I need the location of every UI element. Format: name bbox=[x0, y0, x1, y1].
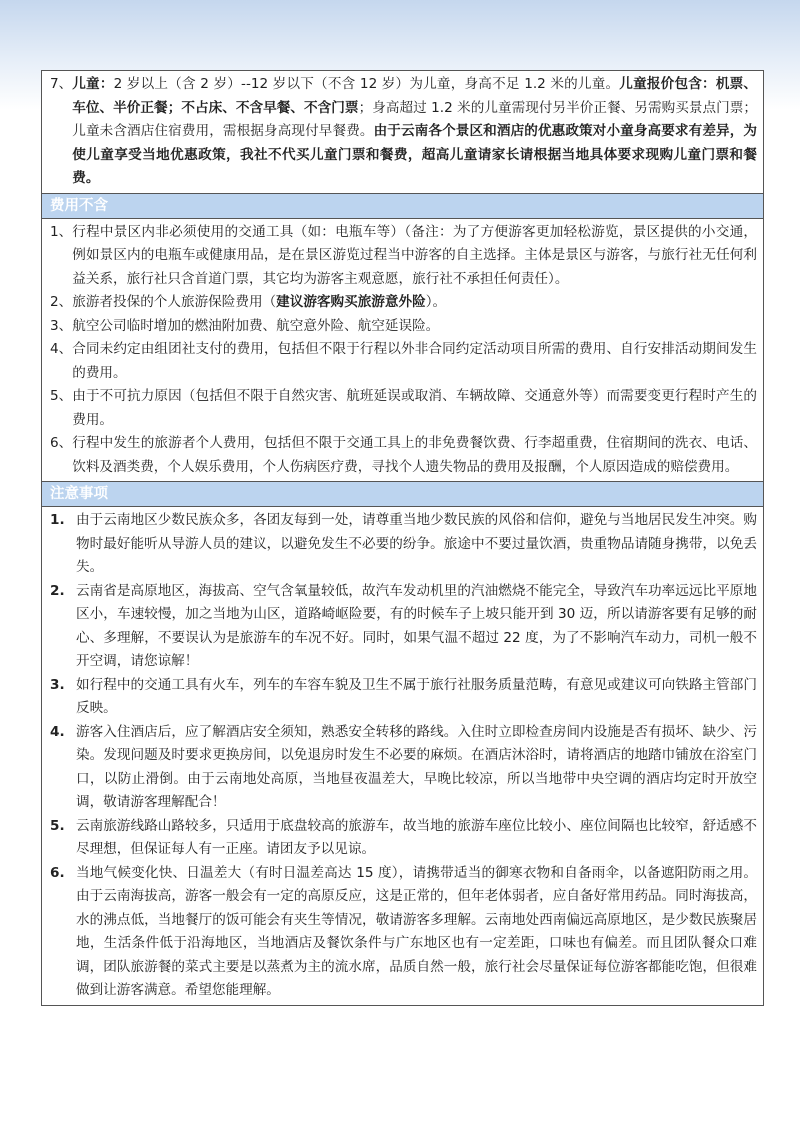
child-policy-item bbox=[50, 73, 757, 191]
child-discount-note: 由于云南各个景区和酒店的优惠政策对小童身高要求有差异，为使儿童享受当地优惠政策，我社不代买儿童门票和餐费，超高儿童请家长请根据当地具体要求现购儿童门票和餐费。 bbox=[72, 123, 758, 186]
list-item bbox=[50, 315, 757, 339]
list-item bbox=[50, 432, 757, 479]
item-text: 游客入住酒店后，应了解酒店安全须知，熟悉安全转移的路线。入住时立即检查房间内设施是否有损坏、缺少、污染。发现问题及时要求更换房间，以免退房时发生不必要的麻烦。在酒店沐浴时，请将酒店的地踏巾铺放在浴室门口，以防止滑倒。由于云南地处高原，当地昼夜温差大，早晚比较凉，所以当地带中央空调的酒店均定时开放空调，敬请游客理解配合！ bbox=[76, 723, 757, 810]
list-item bbox=[50, 385, 757, 432]
child-age-text: 2 岁以上（含 2 岁）--12 岁以下（不含 12 岁）为儿童，身高不足 1.2 米的儿童。 bbox=[113, 76, 620, 92]
item-number: 1. bbox=[50, 512, 65, 528]
item-number: 7、 bbox=[50, 76, 73, 92]
item-text: 当地气候变化快、日温差大（有时日温差高达 15 度），请携带适当的御寒衣物和自备雨伞，以备遮阳防雨之用。由于云南海拔高，游客一般会有一定的高原反应，这是正常的，但年老体弱者，应自备好常用药品。同时海拔高，水的沸点低，当地餐厅的饭可能会有夹生等情况，敬请游客多理解。云南地处西南偏远高原地区，是少数民族聚居地，生活条件低于沿海地区，当地酒店及餐饮条件与广东地区也有一定差距，口味也有偏差。而且团队餐众口难调，团队旅游餐的菜式主要是以蒸煮为主的流水席，品质自然一般，旅行社会尽量保证每位游客都能吃饱，但很难做到让游客满意。希望您能理解。 bbox=[76, 864, 757, 998]
list-item bbox=[50, 221, 757, 292]
item-text: 云南旅游线路山路较多，只适用于底盘较高的旅游车，故当地的旅游车座位比较小、座位间隔也比较窄，舒适感不尽理想，但保证每人有一正座。请团友予以见谅。 bbox=[76, 817, 757, 857]
item-text: 旅游者投保的个人旅游保险费用（ bbox=[72, 294, 277, 310]
list-item bbox=[50, 338, 757, 385]
item-text: 航空公司临时增加的燃油附加费、航空意外险、航空延误险。 bbox=[72, 317, 440, 334]
child-extra-text: ；身高超过 1.2 米的儿童需现付另半价正餐、另需购买景点门票；儿童未含酒店住宿费用，需根据身高现付早餐费。 bbox=[72, 99, 758, 139]
section-header-notes: 注意事项 bbox=[42, 481, 763, 506]
item-number: 3、 bbox=[50, 317, 73, 334]
insurance-advice: 建议游客购买旅游意外险 bbox=[276, 294, 426, 310]
list-item bbox=[50, 509, 757, 580]
child-policy-section bbox=[42, 71, 763, 193]
item-number: 4. bbox=[50, 723, 65, 740]
item-number: 3. bbox=[50, 676, 65, 693]
item-text-end: ）。 bbox=[425, 294, 447, 310]
item-text: 行程中景区内非必须使用的交通工具（如：电瓶车等）（备注：为了方便游客更加轻松游览，景区提供的小交通，例如景区内的电瓶车或健康用品，是在景区游览过程当中游客的自主选择。主体是景区与游客，与旅行社无任何利益关系，旅行社只含首道门票，其它均为游客主观意愿，旅行社不承担任何责任）。 bbox=[72, 223, 757, 287]
item-number: 2、 bbox=[50, 294, 73, 310]
list-item bbox=[50, 580, 757, 674]
notes-section bbox=[42, 506, 763, 1005]
item-text: 如行程中的交通工具有火车，列车的车容车貌及卫生不属于旅行社服务质量范畴，有意见或建议可向铁路主管部门反映。 bbox=[76, 676, 757, 716]
list-item bbox=[50, 721, 757, 815]
item-number: 6、 bbox=[50, 435, 73, 451]
list-item bbox=[50, 291, 757, 315]
item-number: 1、 bbox=[50, 223, 73, 240]
item-number: 5. bbox=[50, 817, 65, 834]
item-number: 6. bbox=[50, 864, 65, 881]
list-item bbox=[50, 862, 757, 1003]
item-text: 合同未约定由组团社支付的费用，包括但不限于行程以外非合同约定活动项目所需的费用、自行安排活动期间发生的费用。 bbox=[72, 341, 757, 381]
item-text: 云南省是高原地区，海拔高、空气含氧量较低，故汽车发动机里的汽油燃烧不能完全，导致汽车功率远远比平原地区小，车速较慢，加之当地为山区，道路崎岖险要，有的时候车子上坡只能开到 30 迈，所以请游客要有足够的耐心、多理解，不要误认为是旅游车的车况不好。同时，如果气温不超过 22 度，为了不影响汽车动力，司机一般不开空调，请您谅解！ bbox=[76, 582, 757, 669]
item-text: 行程中发生的旅游者个人费用，包括但不限于交通工具上的非免费餐饮费、行李超重费，住宿期间的洗衣、电话、饮料及酒类费，个人娱乐费用，个人伤病医疗费，寻找个人遗失物品的费用及报酬，个人原因造成的赔偿费用。 bbox=[72, 435, 757, 475]
item-number: 2. bbox=[50, 582, 65, 599]
item-text: 由于不可抗力原因（包括但不限于自然灾害、航班延误或取消、车辆故障、交通意外等）而需要变更行程时产生的费用。 bbox=[72, 388, 757, 428]
list-item bbox=[50, 815, 757, 862]
list-item bbox=[50, 674, 757, 721]
item-number: 4、 bbox=[50, 341, 73, 357]
itinerary-document bbox=[41, 70, 764, 1006]
item-text: 由于云南地区少数民族众多，各团友每到一处，请尊重当地少数民族的风俗和信仰，避免与当地居民发生冲突。购物时最好能听从导游人员的建议，以避免发生不必要的纷争。旅途中不要过量饮酒，贵重物品请随身携带，以免丢失。 bbox=[76, 512, 757, 575]
excluded-fees-section bbox=[42, 218, 763, 482]
item-number: 5、 bbox=[50, 388, 73, 404]
child-title: 儿童： bbox=[72, 76, 114, 92]
child-price-includes: 儿童报价包含：机票、车位、半价正餐；不占床、不含早餐、不含门票 bbox=[72, 76, 758, 116]
section-header-excluded: 费用不含 bbox=[42, 193, 763, 218]
